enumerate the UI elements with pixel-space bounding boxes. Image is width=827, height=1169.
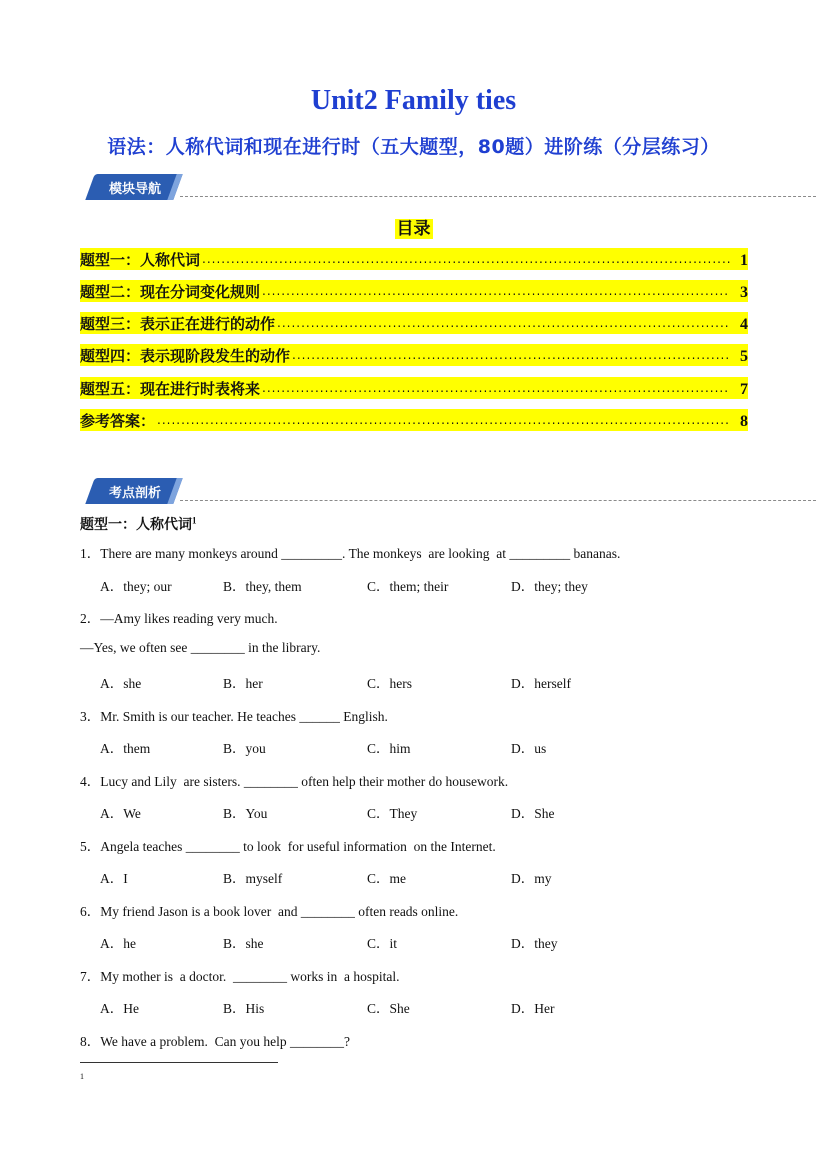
question-text: 5．Angela teaches ________ to look for useful information on the Internet. [80, 839, 496, 854]
toc-entry-page: 3 [740, 284, 748, 301]
toc-entry-page: 1 [740, 252, 748, 269]
toc-entry-label: 题型五：现在进行时表将来 [80, 380, 261, 398]
question-text: 2．—Amy likes reading very much. [80, 611, 278, 626]
toc-leader-dots [277, 316, 730, 330]
banner-label: 考点剖析 [108, 486, 161, 501]
question-text: 3．Mr. Smith is our teacher. He teaches ______ English. [80, 709, 388, 724]
answer-option[interactable]: A．I [100, 871, 128, 886]
answer-option[interactable]: D．my [511, 871, 552, 886]
question-text: 8．We have a problem. Can you help ________? [80, 1034, 350, 1049]
toc-entry[interactable] [80, 344, 748, 366]
toc-heading: 目录 [396, 219, 431, 239]
banner-divider [180, 196, 816, 197]
answer-option[interactable]: C．They [367, 806, 418, 821]
answer-option[interactable]: C．him [367, 741, 411, 756]
answer-option[interactable]: B．she [223, 936, 264, 951]
answer-option[interactable]: A．We [100, 806, 141, 821]
question-text: 7．My mother is a doctor. ________ works in a hospital. [80, 969, 400, 984]
toc-entry[interactable] [80, 248, 748, 270]
toc-leader-dots [202, 252, 730, 266]
answer-option[interactable]: D．herself [511, 676, 571, 691]
toc-entry-label: 参考答案： [80, 412, 156, 430]
toc-entry-label: 题型一：人称代词 [80, 251, 201, 269]
answer-option[interactable]: A．he [100, 936, 136, 951]
toc-entry-label: 题型二：现在分词变化规则 [80, 283, 261, 301]
section-title: 题型一：人称代词$^1$ [80, 515, 197, 533]
answer-option[interactable]: D．they [511, 936, 558, 951]
answer-option[interactable]: B．you [223, 741, 266, 756]
answer-option[interactable]: C．She [367, 1001, 410, 1016]
answer-option[interactable]: D．they; they [511, 579, 588, 594]
question-text: 6．My friend Jason is a book lover and ________ often reads online. [80, 904, 459, 919]
answer-option[interactable]: C．me [367, 871, 406, 886]
toc-leader-dots [262, 381, 730, 395]
answer-option[interactable]: D．us [511, 741, 547, 756]
answer-option[interactable]: A．she [100, 676, 142, 691]
toc-entry-label: 题型三：表示正在进行的动作 [80, 315, 276, 333]
answer-option[interactable]: B．myself [223, 871, 283, 886]
answer-option[interactable]: D．Her [511, 1001, 555, 1016]
answer-option[interactable]: B．You [223, 806, 268, 821]
toc-entry[interactable] [80, 377, 748, 399]
document-title: Unit2 Family ties [310, 85, 517, 116]
footnote-ref[interactable]: 1 [192, 515, 197, 526]
answer-option[interactable]: A．them [100, 741, 151, 756]
answer-option[interactable]: B．her [223, 676, 263, 691]
toc-entry-label: 题型四：表示现阶段发生的动作 [80, 347, 291, 365]
toc-entry[interactable] [80, 312, 748, 334]
toc-leader-dots [262, 284, 730, 298]
question-text: —Yes, we often see ________ in the library. [80, 640, 321, 655]
footnote-divider [80, 1062, 278, 1063]
answer-option[interactable]: C．hers [367, 676, 412, 691]
toc-leader-dots [157, 413, 730, 427]
document-subtitle: 语法：人称代词和现在进行时（五大题型，80题）进阶练（分层练习） [107, 136, 720, 158]
answer-option[interactable]: A．they; our [100, 579, 172, 594]
toc-entry-page: 7 [740, 381, 748, 398]
question-text: 4．Lucy and Lily are sisters. ________ often help their mother do housework. [80, 774, 509, 789]
answer-option[interactable]: C．them; their [367, 579, 449, 594]
toc-entry-page: 4 [740, 316, 748, 333]
answer-option[interactable]: C．it [367, 936, 398, 951]
answer-option[interactable]: B．they, them [223, 579, 302, 594]
toc-leader-dots [292, 348, 730, 362]
toc-entry-page: 5 [740, 348, 748, 365]
banner-label: 模块导航 [108, 182, 161, 197]
answer-option[interactable]: B．His [223, 1001, 265, 1016]
toc-entry[interactable] [80, 409, 748, 431]
toc-entry-page: 8 [740, 413, 748, 430]
answer-option[interactable]: A．He [100, 1001, 139, 1016]
footnote: 1 [80, 1072, 84, 1081]
toc-entry[interactable] [80, 280, 748, 302]
question-text: 1．There are many monkeys around _________. The monkeys are looking at _________ bananas. [80, 546, 621, 561]
banner-divider [180, 500, 816, 501]
answer-option[interactable]: D．She [511, 806, 555, 821]
